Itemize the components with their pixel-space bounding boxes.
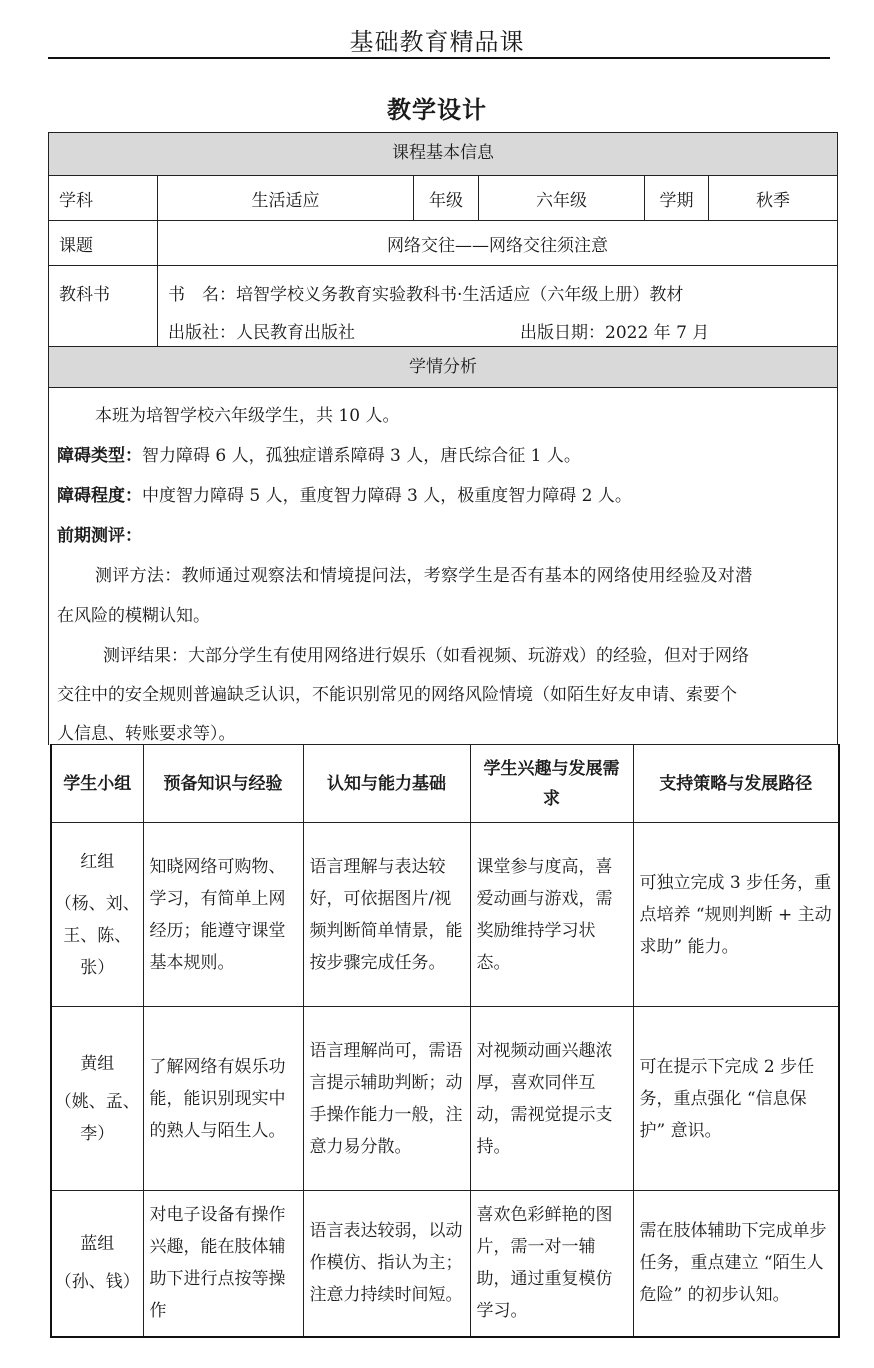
textbook-name: 书 名：培智学校义务教育实验教科书·生活适应（六年级上册）教材 [168,285,684,305]
group-members: （杨、刘、王、陈、张） [54,893,140,978]
series-title: 基础教育精品课 [349,28,525,56]
analysis-section-title: 学情分析 [48,346,838,388]
knowledge-cell: 对电子设备有操作兴趣，能在肢体辅助下进行点按等操作 [143,1191,303,1337]
textbook-publisher: 出版社：人民教育出版社 [168,323,355,343]
header-group: 学生小组 [51,745,143,823]
eval-result-line2: 交往中的安全规则普遍缺乏认识，不能识别常见的网络风险情境（如陌生好友申请、索要个 [57,685,737,705]
pre-eval-label: 前期测评： [57,526,142,546]
interest-cell: 喜欢色彩鲜艳的图片，需一对一辅助，通过重复模仿学习。 [470,1191,633,1337]
subject-label: 学科 [48,175,158,221]
topic-value: 网络交往——网络交往须注意 [157,220,838,266]
textbook-label-cell [48,265,158,347]
analysis-intro: 本班为培智学校六年级学生，共 10 人。 [95,406,400,426]
knowledge-cell: 知晓网络可购物、学习，有简单上网经历；能遵守课堂基本规则。 [143,823,303,1007]
topic-label: 课题 [48,220,158,266]
subject-value: 生活适应 [157,175,414,221]
course-info-section-title: 课程基本信息 [48,132,838,176]
disability-degree-label: 障碍程度： [57,486,142,506]
disability-type-text: 智力障碍 6 人，孤独症谱系障碍 3 人，唐氏综合征 1 人。 [142,446,581,466]
group-name: 蓝组 [80,1234,115,1255]
document-title: 教学设计 [387,95,487,124]
table-row [51,1191,839,1337]
analysis-body [48,387,838,745]
header-knowledge: 预备知识与经验 [143,745,303,823]
student-group-table [50,744,840,1338]
group-name: 红组 [80,851,115,872]
header-interest: 学生兴趣与发展需求 [470,745,633,823]
group-members: （姚、孟、李） [54,1091,140,1144]
eval-method-line1: 测评方法：教师通过观察法和情境提问法，考察学生是否有基本的网络使用经验及对潜 [95,566,753,586]
table-row [51,1007,839,1191]
group-cell [51,1191,143,1337]
strategy-cell: 可独立完成 3 步任务，重点培养 “规则判断 + 主动求助” 能力。 [633,823,839,1007]
disability-type-label: 障碍类型： [57,446,142,466]
grade-value: 六年级 [478,175,645,221]
interest-cell: 课堂参与度高，喜爱动画与游戏，需奖励维持学习状态。 [470,823,633,1007]
header-divider [48,57,830,59]
eval-result-line1: 测评结果：大部分学生有使用网络进行娱乐（如看视频、玩游戏）的经验，但对于网络 [103,646,749,666]
ability-cell: 语言理解尚可，需语言提示辅助判断；动手操作能力一般，注意力易分散。 [303,1007,470,1191]
group-name: 黄组 [80,1053,115,1074]
strategy-cell: 需在肢体辅助下完成单步任务，重点建立 “陌生人危险” 的初步认知。 [633,1191,839,1337]
strategy-cell: 可在提示下完成 2 步任务，重点强化 “信息保护” 意识。 [633,1007,839,1191]
textbook-pub-date: 出版日期：2022 年 7 月 [520,323,710,343]
group-cell [51,1007,143,1191]
table-row [51,823,839,1007]
term-label: 学期 [644,175,709,221]
ability-cell: 语言表达较弱，以动作模仿、指认为主；注意力持续时间短。 [303,1191,470,1337]
interest-cell: 对视频动画兴趣浓厚，喜欢同伴互动，需视觉提示支持。 [470,1007,633,1191]
eval-result-line3: 人信息、转账要求等）。 [57,724,236,744]
group-members: （孙、钱） [54,1272,140,1293]
textbook-label: 教科书 [59,285,110,305]
eval-method-line2: 在风险的模糊认知。 [57,606,210,626]
disability-degree-text: 中度智力障碍 5 人，重度智力障碍 3 人，极重度智力障碍 2 人。 [142,486,632,506]
textbook-info-cell [157,265,838,347]
disability-type [57,441,581,466]
table-header-row [51,745,839,823]
header-ability: 认知与能力基础 [303,745,470,823]
ability-cell: 语言理解与表达较好，可依据图片/视频判断简单情景，能按步骤完成任务。 [303,823,470,1007]
group-cell [51,823,143,1007]
grade-label: 年级 [413,175,479,221]
knowledge-cell: 了解网络有娱乐功能，能识别现实中的熟人与陌生人。 [143,1007,303,1191]
disability-degree [57,481,632,506]
header-strategy: 支持策略与发展路径 [633,745,839,823]
term-value: 秋季 [708,175,838,221]
